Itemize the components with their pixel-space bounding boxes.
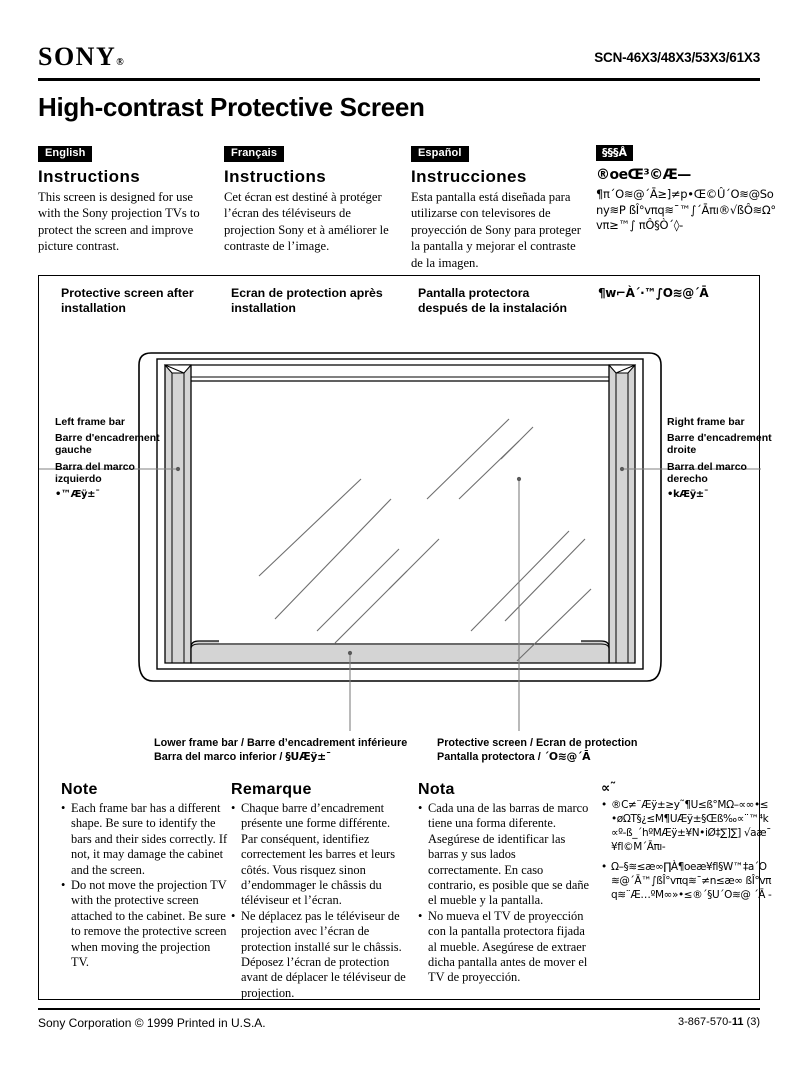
label-lower-frame-bar [154,736,407,764]
lower-frame-bar [191,641,609,663]
leader-dot-screen [517,477,521,481]
intro-heading-french: Instructions [224,167,327,186]
note-item: • Ne déplacez pas le téléviseur de projection avec l’écran de protection installé sur le châssis. Déposez l’écran de protection avant de déplacer le téléviseur de projection. [231,909,409,1001]
note-list-cjk [601,798,773,902]
upper-frame-bar [179,365,621,381]
figure-caption-french: Ecran de protection après installation [231,286,383,315]
intro-column-french [224,143,399,255]
intro-heading-spanish: Instrucciones [411,167,527,186]
label-screen-line2-prefix: Pantalla protectora / [437,751,544,763]
label-lower-line2-cjk: §UÆÿ±¯ [285,750,331,763]
note-item: • Chaque barre d’encadrement présente une forme différente. Par conséquent, identifiez correctement les barres et leurs côtés. Vous risquez sinon d’endommager le châssis du téléviseur et l’écran. [231,801,409,909]
figure-panel [38,275,772,1000]
figure-caption-spanish: Pantalla protectora después de la instalación [418,286,567,315]
intro-body-french: Cet écran est destiné à protéger l’écran des téléviseurs de projection Sony et à améliorer le contraste de l’image. [224,190,389,254]
leader-dot-lower [348,651,352,655]
label-protective-screen [437,736,637,764]
language-badge-cjk: §§§Å [596,145,633,161]
intro-body-spanish: Esta pantalla está diseñada para utilizarse con televisores de proyección de Sony para proteger la pantalla y mejorar el contraste de la imagen. [411,190,581,270]
note-column-english [61,781,229,970]
intro-column-spanish [411,143,586,271]
part-number-revision: 11 [731,1016,744,1028]
label-lower-line1: Lower frame bar / Barre d’encadrement inférieure [154,737,408,749]
note-list-spanish [418,801,590,986]
footer-divider [38,1008,760,1010]
page-title: High-contrast Protective Screen [38,92,425,122]
label-right-es: Barra del marco derecho [667,460,747,485]
copyright-notice: Sony Corporation © 1999 Printed in U.S.A. [38,1016,266,1030]
language-badge-french: Français [224,146,284,162]
label-right-fr: Barre d'encadrement droite [667,432,772,457]
sony-wordmark: SONY [38,42,117,71]
label-left-cjk: •™Æÿ±¯ [55,489,100,501]
intro-column-english [38,143,213,255]
note-title-french: Remarque [231,781,312,798]
note-item: • No mueva el TV de proyección con la pantalla protectora fijada al mueble. Asegúrese de extraer dicha pantalla antes de mover el TV de proyección. [418,909,590,986]
note-title-cjk: ∝˜ [601,781,616,796]
part-number [678,1016,760,1028]
label-left-es: Barra del marco izquierdo [55,460,135,485]
intro-heading-cjk: ®oeŒ³©Æ— [596,167,691,183]
note-column-cjk [601,781,773,908]
part-number-prefix: 3-867-570- [678,1016,732,1028]
document-header [38,44,760,76]
note-title-english: Note [61,781,98,798]
intro-body-cjk: ¶π´O≋@´Ā≥]≠p•Œ©Û´O≋@Sony≋P ßÎ°vπq≋¯™∫´Āπı®√ßÔ≋Ω°vπ≥™∫ πÔ§Ò´◊- [596,187,776,232]
figure-caption-cjk: ¶w⌐À´·™∫O≋@´Ā [598,286,709,300]
label-right-cjk: •kÆÿ±¯ [667,489,709,501]
language-badge-english: English [38,146,92,162]
note-item: • Each frame bar has a different shape. Be sure to identify the bars and their sides correctly. If not, it may damage the cabinet and the screen. [61,801,229,878]
figure-bottom-labels [39,736,761,786]
protective-screen-glass [191,381,609,643]
right-frame-bar [609,365,635,663]
model-numbers: SCN-46X3/48X3/53X3/61X3 [594,50,760,65]
intro-language-columns [38,143,776,270]
note-item: • ®C≠¨Æÿ±≥y˜¶U≤ß°MΩ–∝∞•≤ •øΩT§¿≤M¶UÆÿ±§Œß‰∝¨™⁴k ∝º-ß_´hºMÆÿ±¥N•iØ‡∑]∑] √aæ¯¥fl©M´Āπı- [601,798,773,854]
registered-trademark-icon: ® [116,57,124,68]
leader-dot-left [176,467,180,471]
figure-caption-english: Protective screen after installation [61,286,194,315]
part-number-suffix: (3) [743,1016,760,1028]
note-column-french [231,781,409,1001]
document-footer [38,1016,760,1036]
header-divider [38,78,760,81]
label-screen-line2-cjk: ´O≋@´Ā [543,750,591,763]
protective-screen-diagram [39,331,761,731]
label-screen-line1: Protective screen / Ecran de protection [437,737,638,749]
notes-row [53,781,772,1000]
label-lower-line2-prefix: Barra del marco inferior / [154,751,286,763]
language-badge-spanish: Español [411,146,469,162]
label-right-en: Right frame bar [667,416,745,428]
note-item: • Cada una de las barras de marco tiene una forma diferente. Asegúrese de identificar las barras y sus lados correctamente. En caso contrario, es posible que se dañe el mueble y la pantalla. [418,801,590,909]
note-item: • Do not move the projection TV with the protective screen attached to the cabinet. Be sure to remove the protective screen when moving the projection TV. [61,878,229,970]
intro-body-english: This screen is designed for use with the Sony projection TVs to protect the screen and improve picture contrast. [38,190,200,254]
note-list-english [61,801,229,970]
note-title-spanish: Nota [418,781,455,798]
sony-logo [38,44,124,76]
intro-heading-english: Instructions [38,167,141,186]
intro-column-cjk [596,143,776,234]
left-frame-bar [165,365,191,663]
label-right-frame-bar [667,416,777,501]
note-list-french [231,801,409,1001]
note-item: • Ω–§≋≤æ∞∏À¶oeæ¥fl§W™‡a´O ≋@´Ā™∫ßÎ°vπq≋¯≠n≤æ∞ ßÎ°vπq≋¨Æ…ºM∞»•≤®´§U´O≋@ ´Ā - [601,860,773,902]
label-left-fr: Barre d'encadrement gauche [55,432,160,457]
label-left-frame-bar [55,416,165,501]
leader-dot-right [620,467,624,471]
note-column-spanish [418,781,590,986]
label-left-en: Left frame bar [55,416,126,428]
